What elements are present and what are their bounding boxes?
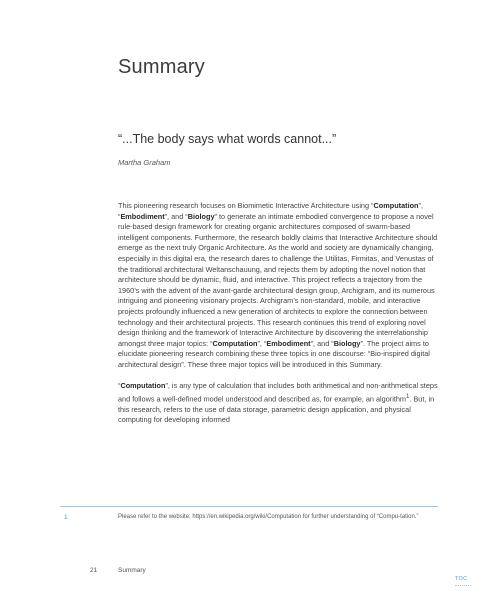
page-number: 21: [90, 567, 98, 574]
summary-body: [118, 201, 440, 436]
toc-underline: [455, 585, 471, 586]
summary-paragraph-1: [118, 201, 440, 371]
footnote-divider: [60, 506, 438, 507]
text-run: This pioneering research focuses on Biomimetic Interactive Architecture using “: [118, 201, 374, 210]
footnote-number: 1: [64, 514, 68, 521]
text-run: ”, is any type of calculation that includes both arithmetical and non-arithmetical steps and follows a well-defined model understood and described as, for example, an algorithm: [118, 381, 438, 404]
running-title: Summary: [118, 567, 146, 574]
text-run: “: [118, 381, 121, 391]
text-run: ” to generate an intimate embodied convergence to propose a novel rule-based design framework for creating organic architectures composed of swarm-based intelligent components. Furthermore, the research boldly claims that Interactive Architecture should emerge as the next truly Organic Architecture. As the world and society are dynamically changing, especially in this digital era, the research dares to challenge the Utilitas, Firmitas, and Venustas of the traditional architectural Weltanschauung, and rejects them by adopting the novel notion that architecture should be dynamic, fluid, and interactive. This project reflects a trajectory from the 1960’s with the advent of the avant-garde architectural design group, Archigram, and its numerous intriguing and pioneering visionary projects. Archigram’s non-standard, mobile, and interactive projects profoundly influenced a new generation of architects to explore the connection between technology and their architectural projects. This research continues this trend of exploring novel design thinking and the framework of Interactive Architecture by discovering the interrelationship amongst three major topics: “: [118, 211, 438, 348]
keyword-biology: Biology: [333, 338, 361, 348]
toc-link[interactable]: TOC: [455, 576, 468, 582]
keyword-embodiment: Embodiment: [120, 211, 165, 221]
keyword-biology: Biology: [187, 211, 215, 221]
epigraph-author: Martha Graham: [118, 158, 171, 167]
text-run: ”, and “: [310, 338, 334, 348]
text-run: . But, in this research, refers to the use of data storage, parametric design application, and physical computing for developing informed: [118, 394, 435, 425]
page-heading: Summary: [118, 56, 205, 78]
epigraph-quote: “...The body says what words cannot...”: [118, 132, 337, 146]
footnote-reference[interactable]: 1: [406, 392, 410, 400]
keyword-computation: Computation: [212, 338, 258, 348]
keyword-computation: Computation: [120, 381, 166, 391]
keyword-computation: Computation: [373, 201, 419, 210]
text-run: ”, and “: [164, 211, 188, 221]
summary-paragraph-2: [118, 381, 440, 426]
keyword-embodiment: Embodiment: [266, 338, 311, 348]
footnote-text: Please refer to the website: https://en.wikipedia.org/wiki/Computation for further understanding of “Compu-tation.”: [118, 514, 419, 520]
text-run: ”, “: [257, 338, 267, 348]
text-run: ”, “: [118, 201, 423, 221]
text-run: ”. The project aims to elucidate pioneering research combining these three topics in one discourse: “Bio-inspired digital architectural design”. These three major topics will be introduced in this Summary.: [118, 338, 430, 369]
